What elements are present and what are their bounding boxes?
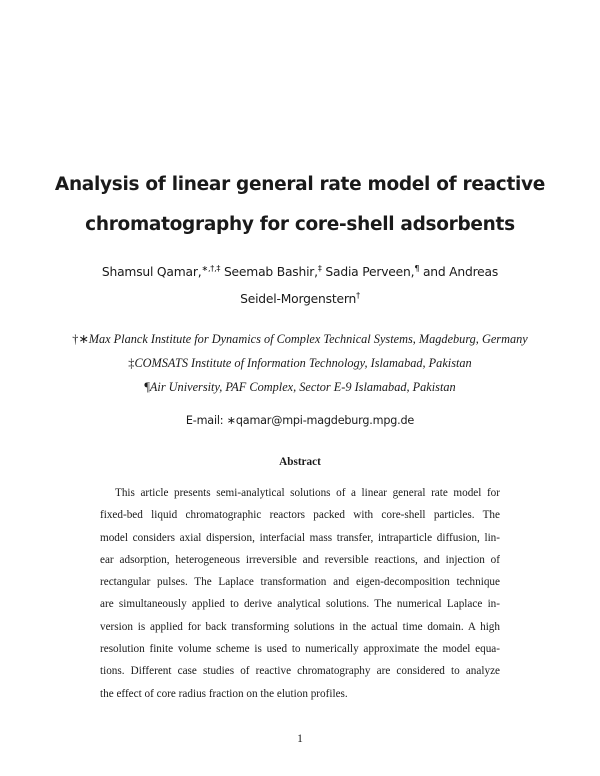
author-name: Seemab Bashir, xyxy=(223,265,318,279)
email-address[interactable]: ∗qamar@mpi-magdeburg.mpg.de xyxy=(226,414,415,427)
paper-title-line-1: Analysis of linear general rate model of reactive xyxy=(54,174,546,195)
abstract-line: are simultaneously applied to derive analytical solutions. The numerical Laplace in- xyxy=(100,598,500,611)
affiliation-2 xyxy=(30,356,570,371)
author-name: Sadia Perveen, xyxy=(325,265,415,279)
affiliation-mark: † xyxy=(72,332,79,346)
author-list-line-2 xyxy=(40,292,560,306)
affiliation-text: Air University, PAF Complex, Sector E-9 Islamabad, Pakistan xyxy=(149,380,456,394)
author-affiliation-marks: ∗,†,‡ xyxy=(201,264,221,273)
contact-email xyxy=(40,414,560,427)
affiliation-mark: ¶ xyxy=(144,380,150,394)
affiliation-text: Max Planck Institute for Dynamics of Complex Technical Systems, Magdeburg, Germany xyxy=(88,332,528,346)
author-affiliation-marks: † xyxy=(356,291,360,300)
abstract-line: rectangular pulses. The Laplace transformation and eigen-decomposition technique xyxy=(100,576,500,589)
affiliation-1 xyxy=(30,332,570,347)
author-name-part: Seidel-Morgenstern xyxy=(240,292,357,306)
affiliation-mark: ‡ xyxy=(128,356,135,370)
author-name: Shamsul Qamar, xyxy=(101,265,202,279)
abstract-line: version is applied for back transforming solutions in the actual time domain. A high xyxy=(100,620,500,633)
abstract-line: fixed-bed liquid chromatographic reactors packed with core-shell particles. The xyxy=(100,509,500,522)
abstract-line: This article presents semi-analytical solutions of a linear general rate model for xyxy=(115,487,500,499)
affiliation-text: COMSATS Institute of Information Technology, Islamabad, Pakistan xyxy=(134,356,472,370)
abstract-line: tions. Different case studies of reactive chromatography are considered to analyze xyxy=(100,665,500,678)
abstract-line: model considers axial dispersion, interfacial mass transfer, intraparticle diffusion, lin- xyxy=(100,531,500,544)
abstract-line: resolution finite volume scheme is used to numerically approximate the model equa- xyxy=(100,643,500,656)
abstract-line: the effect of core radius fraction on the elution profiles. xyxy=(100,687,348,700)
abstract-line: ear adsorption, heterogeneous irreversible and reversible reactions, and injection of xyxy=(100,553,500,566)
paper-title-line-2: chromatography for core-shell adsorbents xyxy=(85,214,515,235)
abstract-body xyxy=(100,482,500,705)
affiliation-mark: ∗ xyxy=(78,332,89,346)
author-affiliation-marks: ‡ xyxy=(317,264,322,273)
email-label: E-mail: xyxy=(185,414,224,427)
author-name-part: and Andreas xyxy=(422,265,499,279)
page-number: 1 xyxy=(297,733,303,745)
affiliation-3 xyxy=(30,380,570,395)
author-affiliation-marks: ¶ xyxy=(414,264,420,273)
abstract-heading: Abstract xyxy=(279,456,321,468)
author-list-line-1 xyxy=(40,265,560,279)
